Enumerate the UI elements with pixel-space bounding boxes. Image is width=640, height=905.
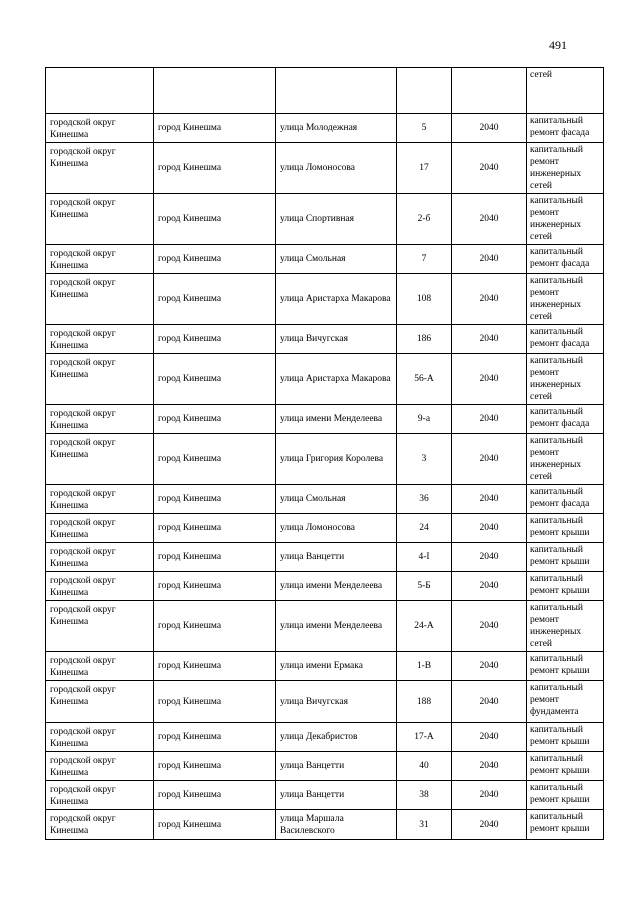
table-row	[46, 572, 604, 601]
work-type-cell: капитальный ремонт фасада	[527, 245, 604, 274]
work-type-cell: капитальный ремонт фундамента	[527, 681, 604, 723]
work-type-cell: капитальный ремонт крыши	[527, 810, 604, 840]
table-row	[46, 543, 604, 572]
house-number-cell: 9-а	[397, 405, 452, 434]
district-cell: городской округ Кинешма	[46, 245, 154, 274]
city-cell	[154, 68, 276, 114]
table-row	[46, 781, 604, 810]
house-number-cell	[397, 68, 452, 114]
year-cell: 2040	[452, 652, 527, 681]
city-cell: город Кинешма	[154, 354, 276, 405]
district-cell: городской округ Кинешма	[46, 752, 154, 781]
street-cell: улица Смольная	[276, 245, 397, 274]
city-cell: город Кинешма	[154, 681, 276, 723]
district-cell: городской округ Кинешма	[46, 194, 154, 245]
city-cell: город Кинешма	[154, 601, 276, 652]
district-cell: городской округ Кинешма	[46, 325, 154, 354]
work-type-cell: капитальный ремонт инженерных сетей	[527, 354, 604, 405]
street-cell: улица Ванцетти	[276, 752, 397, 781]
house-number-cell: 17-А	[397, 723, 452, 752]
city-cell: город Кинешма	[154, 723, 276, 752]
year-cell: 2040	[452, 434, 527, 485]
work-type-cell: капитальный ремонт крыши	[527, 514, 604, 543]
table-row	[46, 485, 604, 514]
work-type-cell: капитальный ремонт крыши	[527, 752, 604, 781]
street-cell: улица Вичугская	[276, 681, 397, 723]
year-cell: 2040	[452, 114, 527, 143]
year-cell: 2040	[452, 810, 527, 840]
street-cell: улица имени Менделеева	[276, 572, 397, 601]
table-row	[46, 752, 604, 781]
table-row	[46, 325, 604, 354]
table-row	[46, 514, 604, 543]
district-cell: городской округ Кинешма	[46, 485, 154, 514]
street-cell	[276, 68, 397, 114]
street-cell: улица Вичугская	[276, 325, 397, 354]
district-cell: городской округ Кинешма	[46, 514, 154, 543]
work-type-cell: капитальный ремонт фасада	[527, 405, 604, 434]
table-row	[46, 274, 604, 325]
house-number-cell: 188	[397, 681, 452, 723]
work-type-cell: капитальный ремонт инженерных сетей	[527, 434, 604, 485]
house-number-cell: 24	[397, 514, 452, 543]
city-cell: город Кинешма	[154, 274, 276, 325]
street-cell: улица имени Менделеева	[276, 405, 397, 434]
work-type-cell: капитальный ремонт инженерных сетей	[527, 274, 604, 325]
district-cell: городской округ Кинешма	[46, 572, 154, 601]
year-cell: 2040	[452, 681, 527, 723]
year-cell: 2040	[452, 601, 527, 652]
city-cell: город Кинешма	[154, 810, 276, 840]
district-cell: городской округ Кинешма	[46, 781, 154, 810]
year-cell: 2040	[452, 274, 527, 325]
city-cell: город Кинешма	[154, 485, 276, 514]
street-cell: улица Спортивная	[276, 194, 397, 245]
year-cell: 2040	[452, 354, 527, 405]
work-type-cell: сетей	[527, 68, 604, 114]
work-type-cell: капитальный ремонт крыши	[527, 572, 604, 601]
district-cell: городской округ Кинешма	[46, 274, 154, 325]
work-type-cell: капитальный ремонт крыши	[527, 723, 604, 752]
table-body	[46, 114, 604, 840]
city-cell: город Кинешма	[154, 752, 276, 781]
repair-schedule-table	[45, 67, 604, 840]
street-cell: улица Аристарха Макарова	[276, 354, 397, 405]
district-cell: городской округ Кинешма	[46, 405, 154, 434]
house-number-cell: 36	[397, 485, 452, 514]
table-row	[46, 723, 604, 752]
work-type-cell: капитальный ремонт крыши	[527, 543, 604, 572]
city-cell: город Кинешма	[154, 194, 276, 245]
house-number-cell: 17	[397, 143, 452, 194]
work-type-cell: капитальный ремонт фасада	[527, 325, 604, 354]
table-row	[46, 194, 604, 245]
table-row-continued	[46, 68, 604, 114]
street-cell: улица Аристарха Макарова	[276, 274, 397, 325]
house-number-cell: 24-А	[397, 601, 452, 652]
year-cell: 2040	[452, 572, 527, 601]
work-type-cell: капитальный ремонт фасада	[527, 114, 604, 143]
year-cell: 2040	[452, 514, 527, 543]
house-number-cell: 31	[397, 810, 452, 840]
table-row	[46, 434, 604, 485]
table-row	[46, 354, 604, 405]
street-cell: улица Ванцетти	[276, 781, 397, 810]
district-cell: городской округ Кинешма	[46, 601, 154, 652]
table-row	[46, 810, 604, 840]
house-number-cell: 5-Б	[397, 572, 452, 601]
table-row	[46, 601, 604, 652]
house-number-cell: 2-б	[397, 194, 452, 245]
house-number-cell: 7	[397, 245, 452, 274]
district-cell: городской округ Кинешма	[46, 810, 154, 840]
district-cell: городской округ Кинешма	[46, 114, 154, 143]
street-cell: улица Молодежная	[276, 114, 397, 143]
street-cell: улица имени Менделеева	[276, 601, 397, 652]
work-type-cell: капитальный ремонт крыши	[527, 652, 604, 681]
work-type-cell: капитальный ремонт крыши	[527, 781, 604, 810]
city-cell: город Кинешма	[154, 781, 276, 810]
year-cell: 2040	[452, 723, 527, 752]
year-cell: 2040	[452, 781, 527, 810]
table-row	[46, 405, 604, 434]
city-cell: город Кинешма	[154, 652, 276, 681]
table-row	[46, 114, 604, 143]
table-row	[46, 143, 604, 194]
table-row	[46, 681, 604, 723]
city-cell: город Кинешма	[154, 434, 276, 485]
district-cell: городской округ Кинешма	[46, 652, 154, 681]
table-row	[46, 652, 604, 681]
district-cell: городской округ Кинешма	[46, 681, 154, 723]
year-cell: 2040	[452, 194, 527, 245]
district-cell: городской округ Кинешма	[46, 143, 154, 194]
district-cell: городской округ Кинешма	[46, 434, 154, 485]
work-type-cell: капитальный ремонт инженерных сетей	[527, 143, 604, 194]
year-cell: 2040	[452, 325, 527, 354]
house-number-cell: 3	[397, 434, 452, 485]
table-row	[46, 245, 604, 274]
work-type-cell: капитальный ремонт инженерных сетей	[527, 601, 604, 652]
street-cell: улица Ломоносова	[276, 143, 397, 194]
street-cell: улица Ванцетти	[276, 543, 397, 572]
street-cell: улица Григория Королева	[276, 434, 397, 485]
city-cell: город Кинешма	[154, 143, 276, 194]
page-number: 491	[549, 38, 567, 52]
house-number-cell: 1-В	[397, 652, 452, 681]
district-cell: городской округ Кинешма	[46, 723, 154, 752]
year-cell: 2040	[452, 405, 527, 434]
city-cell: город Кинешма	[154, 405, 276, 434]
district-cell: городской округ Кинешма	[46, 354, 154, 405]
house-number-cell: 108	[397, 274, 452, 325]
city-cell: город Кинешма	[154, 543, 276, 572]
city-cell: город Кинешма	[154, 114, 276, 143]
street-cell: улица Маршала Василевского	[276, 810, 397, 840]
city-cell: город Кинешма	[154, 245, 276, 274]
year-cell: 2040	[452, 485, 527, 514]
house-number-cell: 5	[397, 114, 452, 143]
street-cell: улица Ломоносова	[276, 514, 397, 543]
street-cell: улица имени Ермака	[276, 652, 397, 681]
house-number-cell: 38	[397, 781, 452, 810]
year-cell: 2040	[452, 543, 527, 572]
house-number-cell: 186	[397, 325, 452, 354]
year-cell	[452, 68, 527, 114]
street-cell: улица Смольная	[276, 485, 397, 514]
house-number-cell: 40	[397, 752, 452, 781]
city-cell: город Кинешма	[154, 514, 276, 543]
work-type-cell: капитальный ремонт инженерных сетей	[527, 194, 604, 245]
city-cell: город Кинешма	[154, 572, 276, 601]
city-cell: город Кинешма	[154, 325, 276, 354]
street-cell: улица Декабристов	[276, 723, 397, 752]
house-number-cell: 4-I	[397, 543, 452, 572]
district-cell: городской округ Кинешма	[46, 543, 154, 572]
year-cell: 2040	[452, 752, 527, 781]
district-cell	[46, 68, 154, 114]
house-number-cell: 56-А	[397, 354, 452, 405]
year-cell: 2040	[452, 245, 527, 274]
work-type-cell: капитальный ремонт фасада	[527, 485, 604, 514]
year-cell: 2040	[452, 143, 527, 194]
